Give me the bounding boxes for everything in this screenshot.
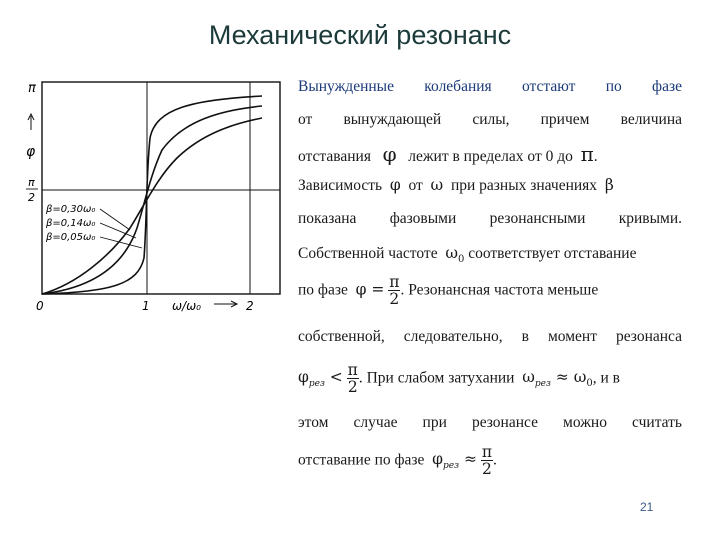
text-line-6: Собственной частоте $\omega_0$ соответствует отставание: [298, 244, 637, 266]
text-line-9: $\varphi_{рез}$ < $\frac{\pi}{2}$ . При слабом затухании $\omega_{рез} \approx \omega_0$, и в: [298, 361, 620, 397]
slide-title: Механический резонанс: [208, 20, 512, 50]
text-line-10: этом случае при резонансе можно считать: [298, 414, 682, 431]
y-axis-label: φ: [26, 144, 36, 160]
text-line-2: от вынуждающей силы, причем величина: [298, 111, 682, 128]
phase-resonance-figure: [22, 78, 284, 322]
y-tick-pi: π: [28, 81, 36, 96]
text-line-8: собственной, следовательно, в момент резонанса: [298, 328, 682, 345]
x-tick-2: 2: [246, 299, 254, 313]
x-tick-0: 0: [36, 299, 44, 313]
legend-beta-030: β=0,30ω₀: [46, 204, 96, 215]
text-line-4: Зависимость φ от ω при разных значениях β: [298, 176, 614, 194]
x-tick-1: 1: [142, 299, 150, 313]
text-line-11: отставание по фазе $\varphi_{рез}$ ≈ $\frac{\pi}{2}$ .: [298, 443, 497, 479]
legend-leader-1: [100, 209, 130, 230]
text-line-7: по фазе φ = $\frac{\pi}{2}$ . Резонансная частота меньше: [298, 273, 599, 309]
legend-beta-014: β=0,14ω₀: [46, 218, 96, 229]
legend-beta-005: β=0,05ω₀: [46, 232, 96, 243]
text-line-5: показана фазовыми резонансными кривыми.: [298, 210, 682, 227]
plot-frame: [42, 82, 280, 294]
page-number: 21: [640, 500, 654, 514]
y-tick-half-pi-num: π: [28, 176, 35, 189]
x-axis-label: ω/ω₀: [172, 299, 201, 313]
y-tick-half-pi-den: 2: [28, 191, 35, 204]
curve-beta-005: [42, 96, 262, 294]
text-line-1: Вынужденные колебания отстают по фазе: [298, 78, 682, 95]
text-line-3: отставания φ лежит в пределах от 0 до π.: [298, 142, 598, 166]
curve-beta-014: [42, 106, 262, 294]
legend-leader-2: [100, 223, 136, 238]
